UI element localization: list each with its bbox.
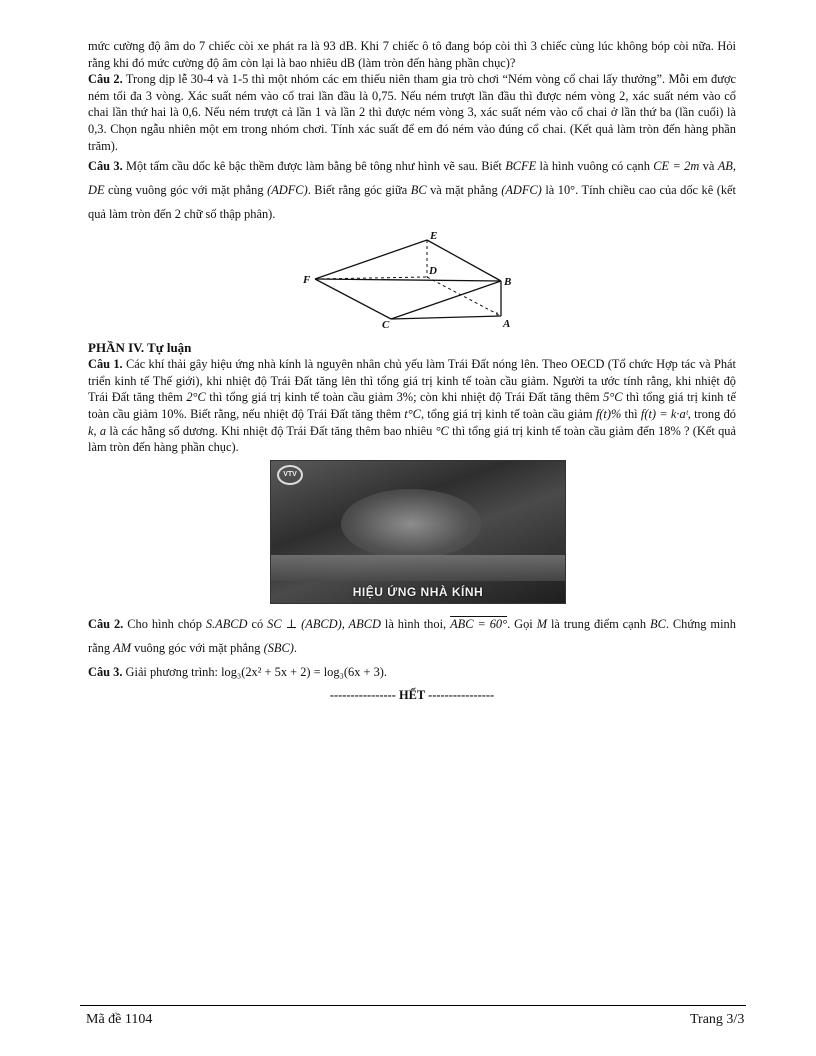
question-label: Câu 3. [88,664,123,679]
math-expression: (ADFC) [501,183,542,198]
tv-logo: VTV [277,465,303,485]
image-caption: HIỆU ỨNG NHÀ KÍNH [352,584,484,599]
math-expression: 5°C [603,390,623,405]
section-heading: PHẦN IV. Tự luận [88,340,192,356]
exam-page [88,38,736,703]
math-expression: f(t) = k·aᵗ [640,406,688,421]
math-expression: (ADFC) [267,183,308,198]
math-expression: °C [435,423,449,438]
question-label: Câu 3. [88,159,123,174]
math-expression: M [536,616,548,631]
math-expression: BCFE [505,159,537,174]
edge-FE [315,240,427,279]
edge-CB [391,281,501,319]
question-continuation [88,38,736,71]
label-E: E [430,230,438,243]
question-2 [88,71,736,154]
footer-divider [80,1005,746,1006]
math-expression: S.ABCD [205,616,248,631]
question-text: Trong dịp lễ 30-4 và 1-5 thì một nhóm các em thiếu niên tham gia trò chơi “Ném vòng cổ chai lấy thưởng”. Mỗi em được ném tối đa 3 vòng. Xác suất ném vào cổ trai lần đầu là 0,75. Nếu ném trượt lần đầu thì được ném vòng 2, xác suất ném vào cổ chai lần thứ hai là 0,6. Nếu ném trượt cả lần 1 và lần 2 thì được ném vòng 3, xác suất ném vào cổ chai ở lần thứ ba (lần cuối) là 0,3. Chọn ngẫu nhiên một em trong nhóm chơi. Tính xác suất để em đó ném vào đúng cổ chai. (Kết quả làm tròn đến hàng phần trăm). [88,72,736,153]
math-expression: 2°C [186,390,206,405]
math-expression: SC ⊥ (ABCD), ABCD [267,616,381,631]
edge-DA-hidden [427,277,501,316]
edge-CA [391,316,501,319]
math-expression: f(t)% [595,406,622,421]
math-expression: BC [650,616,666,631]
question-label: Câu 2. [88,72,123,87]
image-band [271,555,565,581]
label-C: C [382,319,390,329]
math-expression: AB, DE [88,159,736,198]
essay-question-2: Câu 2. Cho hình chóp S.ABCD có SC ⊥ (ABCD), ABCD là hình thoi, ABC = 60°. Gọi M là trung điểm cạnh BC. Chứng minh rằng AM vuông góc với mặt phẳng (SBC). [88,616,736,655]
math-expression: 10° [557,183,576,198]
essay-question-1: Câu 1. Các khí thải gây hiệu ứng nhà kính là nguyên nhân chủ yếu làm Trái Đất nóng lên. Theo OECD (Tổ chức Hợp tác và Phát triển kinh tế Thế giới), khi nhiệt độ Trái Đất tăng lên thì tổng giá trị kinh tế toàn cầu giảm. Người ta ước tính rằng, khi nhiệt độ Trái Đất tăng thêm 2°C thì tổng giá trị kinh tế toàn cầu giảm 3%; còn khi nhiệt độ Trái Đất tăng thêm 5°C thì tổng giá trị kinh tế toàn cầu giảm 10%. Biết rằng, nếu nhiệt độ Trái Đất tăng thêm t°C, tổng giá trị kinh tế toàn cầu giảm f(t)% thì f(t) = k·aᵗ, trong đó k, a là các hằng số dương. Khi nhiệt độ Trái Đất tăng thêm bao nhiêu °C thì tổng giá trị kinh tế toàn cầu giảm đến 18% ? (Kết quả làm tròn đến hàng phần chục). [88,357,736,455]
math-expression: k [88,423,94,438]
math-expression: ABC = 60° [450,616,508,631]
page-number: Trang 3/3 [690,1012,745,1027]
greenhouse-effect-image [270,460,566,604]
label-B: B [504,276,512,289]
label-A: A [503,318,511,329]
math-expression: log₃(2x² + 5x + 2) = log₃(6x + 3) [221,664,384,679]
exam-code: Mã đề 1104 [86,1012,153,1027]
image-glow [341,489,481,559]
end-marker: ---------------- HẾT ---------------- [329,687,495,702]
question-3: Câu 3. Một tấm cầu dốc kê bậc thềm được làm bằng bê tông như hình vẽ sau. Biết BCFE là hình vuông có cạnh CE = 2m và AB, DE cùng vuông góc với mặt phẳng (ADFC). Biết rằng góc giữa BC và mặt phẳng (ADFC) là 10°. Tính chiều cao của dốc kê (kết quả làm tròn đến 2 chữ số thập phân). [88,159,737,222]
question-label: Câu 2. [88,616,124,631]
math-expression: BC [410,183,427,198]
text-line: chục)? [482,55,516,70]
edge-FC [315,279,391,319]
essay-question-3: Câu 3. Giải phương trình: log₃(2x² + 5x + 2) = log₃(6x + 3). [88,664,388,679]
text-line: không bóp còi nữa. Hỏi rằng khi đó mức cường độ âm còn lại là bao nhiêu dB (làm tròn đến hàng phần [88,39,736,70]
math-expression: t°C [404,406,421,421]
edge-EB [427,240,501,281]
label-D: D [429,265,437,278]
math-expression: a [99,423,107,438]
math-expression: CE = 2m [653,159,700,174]
text-line: mức cường độ âm do 7 chiếc còi xe phát ra là 93 dB. Khi 7 chiếc ô tô đang bóp còi thì 3 chiếc cùng lúc [88,39,614,53]
ramp-figure [300,230,530,328]
math-expression: (SBC) [263,640,294,655]
label-F: F [303,274,311,287]
question-label: Câu 1. [88,357,123,372]
edge-FB [315,279,501,281]
math-expression: AM [113,640,132,655]
